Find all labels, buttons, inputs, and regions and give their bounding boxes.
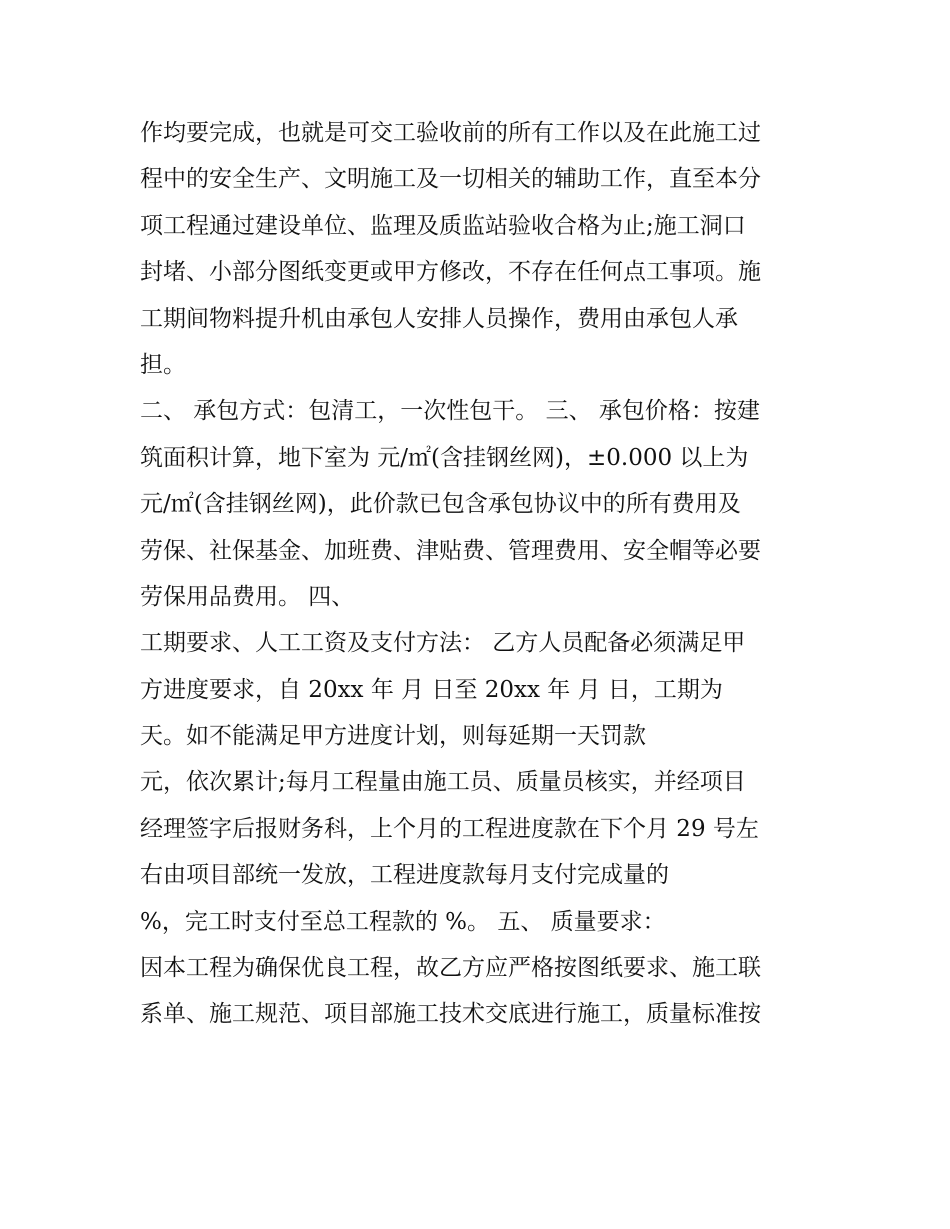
text-line: 因本工程为确保优良工程，故乙方应严格按图纸要求、施工联 xyxy=(140,955,761,982)
text-line: 天。如不能满足甲方进度计划，则每延期一天罚款 xyxy=(140,723,646,750)
text-line: 右由项目部统一发放，工程进度款每月支付完成量的 xyxy=(140,862,669,889)
text-line: 作均要完成，也就是可交工验收前的所有工作以及在此施工过 xyxy=(140,120,761,146)
text-line: 工期要求、人工工资及支付方法： 乙方人员配备必须满足甲 xyxy=(140,630,746,657)
text-line: 方进度要求，自 20xx 年 月 日至 20xx 年 月 日，工期为 xyxy=(140,676,723,703)
text-line: 工期间物料提升机由承包人安排人员操作，费用由承包人承 xyxy=(140,305,738,332)
text-line: 劳保用品费用。 四、 xyxy=(140,583,355,610)
text-line: 担。 xyxy=(140,351,186,378)
text-line: 劳保、社保基金、加班费、津贴费、管理费用、安全帽等必要 xyxy=(140,537,761,564)
text-line: 封堵、小部分图纸变更或甲方修改，不存在任何点工事项。施 xyxy=(140,259,761,286)
text-line: 二、 承包方式：包清工，一次性包干。 三、 承包价格：按建 xyxy=(140,398,760,425)
body-text xyxy=(140,110,820,1038)
text-line: 元，依次累计;每月工程量由施工员、质量员核实，并经项目 xyxy=(140,769,746,796)
text-line: 程中的安全生产、文明施工及一切相关的辅助工作，直至本分 xyxy=(140,166,761,193)
text-line: %，完工时支付至总工程款的 %。 五、 质量要求： xyxy=(140,908,666,935)
text-line: 筑面积计算，地下室为 元/㎡(含挂钢丝网)，±0.000 以上为 xyxy=(140,444,749,471)
text-line: 元/㎡(含挂钢丝网)，此价款已包含承包协议中的所有费用及 xyxy=(140,491,741,518)
text-line: 系单、施工规范、项目部施工技术交底进行施工，质量标准按 xyxy=(140,1001,761,1028)
text-line: 项工程通过建设单位、监理及质监站验收合格为止;施工洞口 xyxy=(140,212,746,239)
text-line: 经理签字后报财务科，上个月的工程进度款在下个月 29 号左 xyxy=(140,815,759,842)
